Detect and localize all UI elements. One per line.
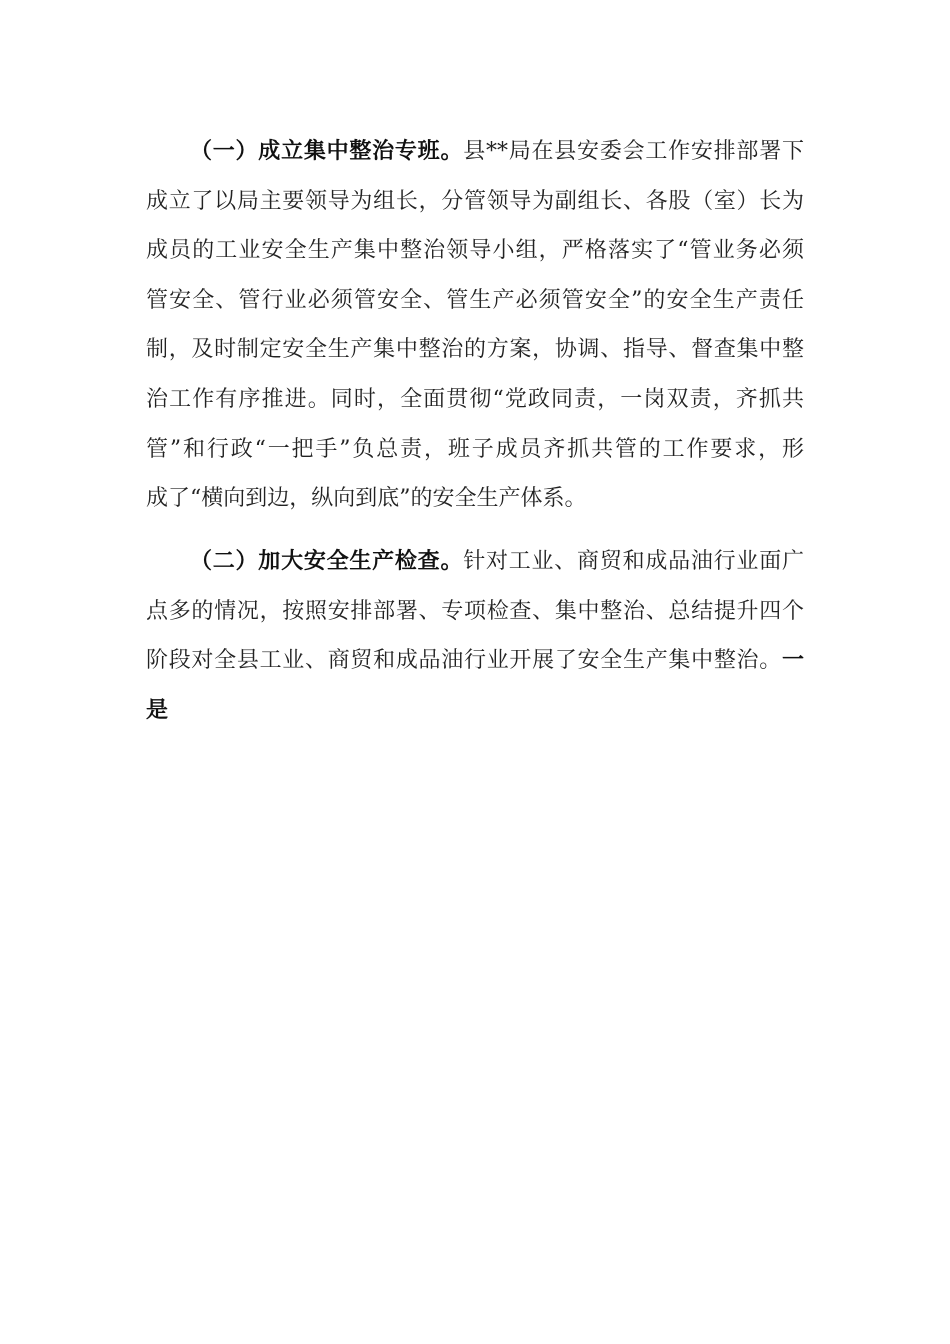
body-text: 成了“横向到边，纵向到底”的安全生产体系。 — [146, 486, 587, 512]
body-text: 点多的情况，按照安排部署、专项检查、集中整治、总结提升四个 — [146, 598, 804, 624]
section-heading: （一）成立集中整治专班。 — [190, 138, 464, 164]
paragraph-line — [146, 587, 804, 637]
body-text: 针对工业、商贸和成品油行业面广 — [463, 549, 804, 574]
body-text: 制，及时制定安全生产集中整治的方案，协调、指导、督查集中整 — [146, 337, 804, 363]
paragraph-line — [146, 177, 804, 227]
paragraph-line — [146, 325, 804, 375]
paragraph-line — [146, 686, 804, 736]
paragraph-line — [146, 425, 804, 475]
body-text: 成立了以局主要领导为组长，分管领导为副组长、各股（室）长为 — [146, 188, 804, 214]
enumeration-marker: 一 — [781, 647, 804, 674]
body-text: 成员的工业安全生产集中整治领导小组，严格落实了“管业务必须 — [146, 238, 804, 264]
paragraph-line — [146, 276, 804, 326]
body-text: 阶段对全县工业、商贸和成品油行业开展了安全生产集中整治。 — [146, 648, 782, 674]
paragraph-line — [146, 474, 804, 524]
body-text: 县**局在县安委会工作安排部署下 — [463, 139, 804, 164]
body-text: 管”和行政“一把手”负总责，班子成员齐抓共管的工作要求，形 — [146, 436, 804, 462]
enumeration-marker: 是 — [146, 696, 169, 723]
paragraph-line — [146, 375, 804, 425]
paragraph-line — [146, 636, 804, 686]
paragraph-line — [146, 127, 804, 177]
paragraph-line — [146, 226, 804, 276]
paragraph-1 — [146, 127, 804, 524]
paragraph-line — [146, 537, 804, 587]
paragraph-2 — [146, 537, 804, 735]
section-heading: （二）加大安全生产检查。 — [190, 548, 464, 574]
body-text: 治工作有序推进。同时，全面贯彻“党政同责，一岗双责，齐抓共 — [146, 386, 804, 412]
body-text: 管安全、管行业必须管安全、管生产必须管安全”的安全生产责任 — [146, 287, 804, 313]
